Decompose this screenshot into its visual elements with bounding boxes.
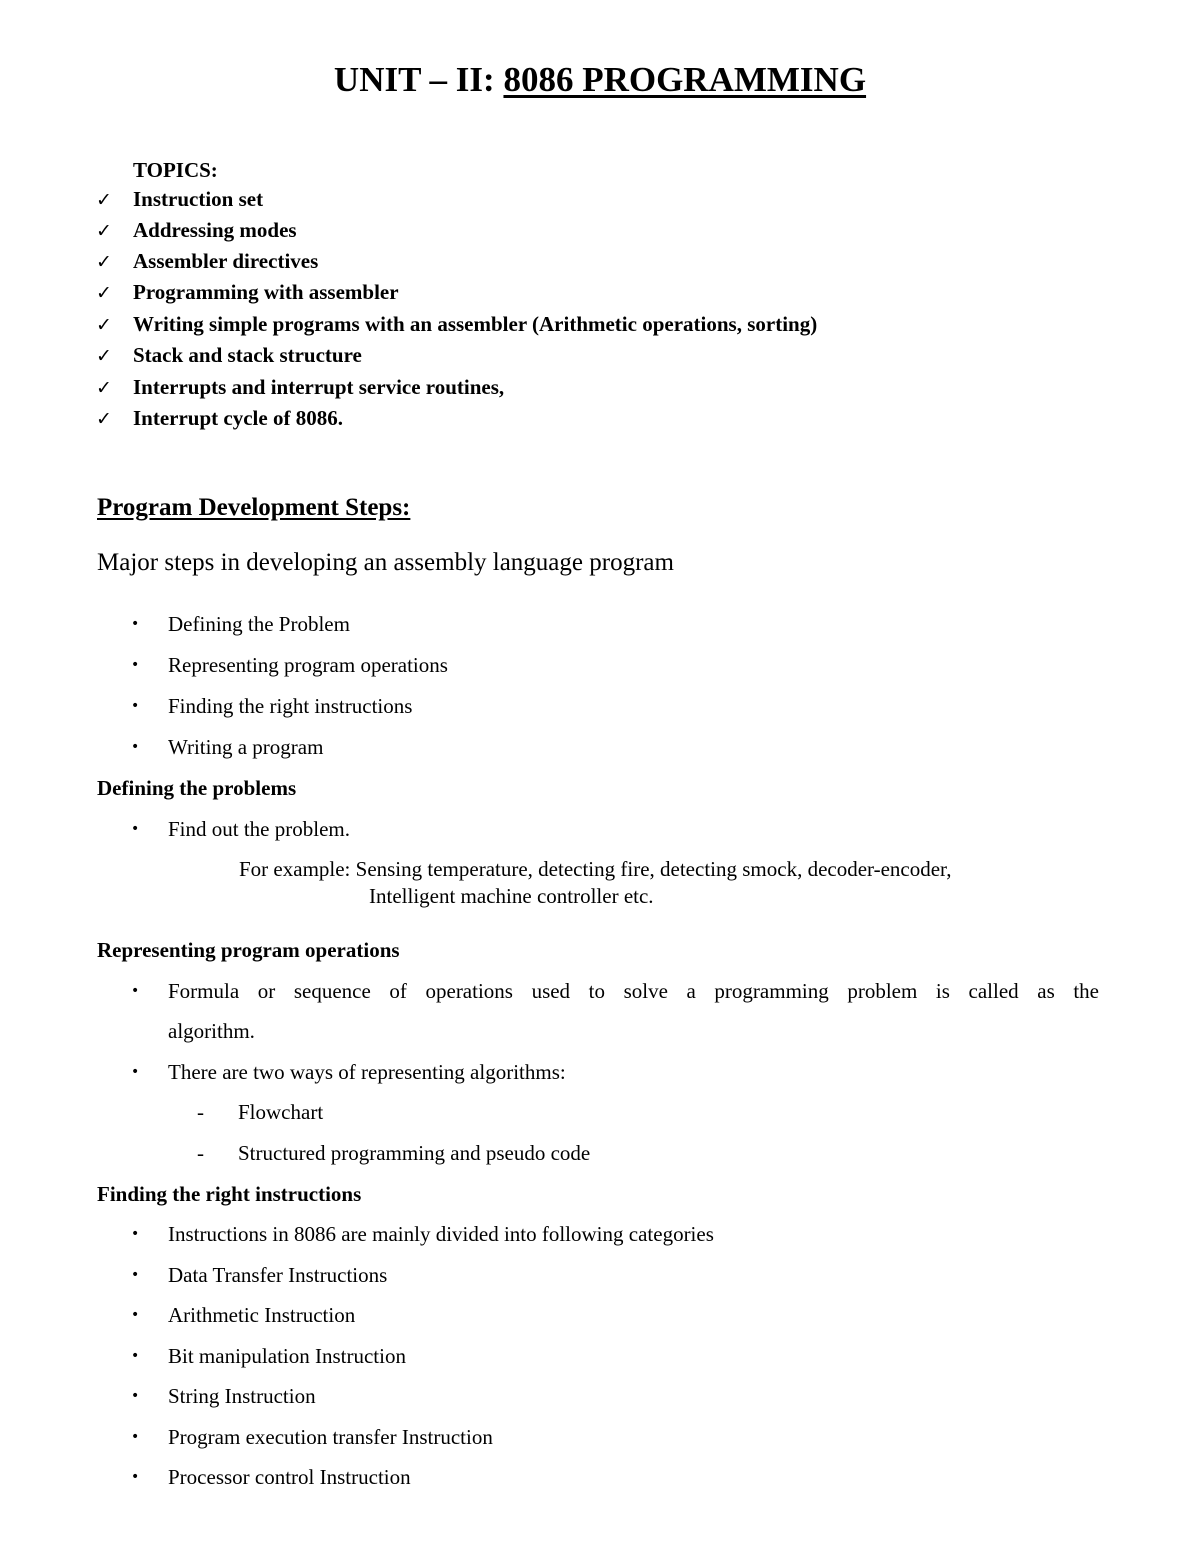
bullet-icon: • — [131, 1226, 140, 1242]
finding-item: • Data Transfer Instructions — [131, 1263, 388, 1287]
finding-item: • Arithmetic Instruction — [131, 1303, 356, 1327]
dash-icon: - — [197, 1100, 204, 1124]
representing-heading: Representing program operations — [97, 938, 400, 962]
bullet-icon: • — [131, 1348, 140, 1364]
bullet-icon: • — [131, 1307, 140, 1323]
check-icon: ✓ — [96, 345, 112, 367]
finding-item: • Program execution transfer Instruction — [131, 1425, 493, 1449]
step-item: • Defining the Problem — [131, 612, 350, 636]
step-item: • Writing a program — [131, 735, 324, 759]
bullet-icon: • — [131, 616, 140, 632]
way-item: - Structured programming and pseudo code — [197, 1141, 591, 1165]
step-item: • Representing program operations — [131, 653, 448, 677]
check-icon: ✓ — [96, 220, 112, 242]
section-intro: Major steps in developing an assembly language program — [97, 549, 674, 576]
example-line-1: For example: Sensing temperature, detecting fire, detecting smock, decoder-encoder, — [239, 857, 952, 881]
bullet-icon: • — [131, 1267, 140, 1283]
topic-item: ✓ Assembler directives — [96, 249, 319, 273]
bullet-icon: • — [131, 1064, 140, 1080]
representing-bullet-2: • There are two ways of representing algorithms: — [131, 1060, 566, 1084]
topic-item: ✓ Stack and stack structure — [96, 343, 362, 367]
topic-item: ✓ Addressing modes — [96, 218, 297, 242]
check-icon: ✓ — [96, 189, 112, 211]
check-icon: ✓ — [96, 314, 112, 336]
representing-bullet-1-line-2: algorithm. — [168, 1019, 255, 1043]
finding-item: • String Instruction — [131, 1384, 316, 1408]
step-item: • Finding the right instructions — [131, 694, 413, 718]
bullet-icon: • — [131, 1429, 140, 1445]
topic-item: ✓ Interrupt cycle of 8086. — [96, 406, 343, 430]
bullet-icon: • — [131, 1388, 140, 1404]
topic-item: ✓ Programming with assembler — [96, 280, 399, 304]
bullet-icon: • — [131, 698, 140, 714]
finding-item: • Bit manipulation Instruction — [131, 1344, 406, 1368]
check-icon: ✓ — [96, 282, 112, 304]
topics-heading: TOPICS: — [133, 158, 218, 182]
representing-bullet-1-line-1: Formula or sequence of operations used to solve a programming problem is called as the — [168, 979, 1099, 1003]
finding-item: • Instructions in 8086 are mainly divided into following categories — [131, 1222, 714, 1246]
topic-item: ✓ Instruction set — [96, 187, 264, 211]
dash-icon: - — [197, 1141, 204, 1165]
page-title — [0, 60, 1200, 100]
check-icon: ✓ — [96, 408, 112, 430]
bullet-icon: • — [131, 1469, 140, 1485]
finding-heading: Finding the right instructions — [97, 1182, 362, 1206]
check-icon: ✓ — [96, 377, 112, 399]
defining-heading: Defining the problems — [97, 776, 297, 800]
finding-item: • Processor control Instruction — [131, 1465, 411, 1489]
topic-item: ✓ Writing simple programs with an assembler (Arithmetic operations, sorting) — [96, 312, 818, 336]
bullet-icon: • — [131, 739, 140, 755]
way-item: - Flowchart — [197, 1100, 324, 1124]
title-underlined: 8086 PROGRAMMING — [503, 60, 867, 99]
topic-item: ✓ Interrupts and interrupt service routines, — [96, 375, 505, 399]
bullet-icon: • — [131, 821, 140, 837]
check-icon: ✓ — [96, 251, 112, 273]
example-line-2: Intelligent machine controller etc. — [369, 884, 654, 908]
bullet-icon: • — [131, 657, 140, 673]
defining-bullet: • Find out the problem. — [131, 817, 350, 841]
section-heading: Program Development Steps: — [97, 494, 411, 521]
representing-bullet-1-marker — [131, 979, 168, 1004]
title-prefix: UNIT – II: — [333, 60, 504, 99]
bullet-icon: • — [131, 983, 140, 999]
